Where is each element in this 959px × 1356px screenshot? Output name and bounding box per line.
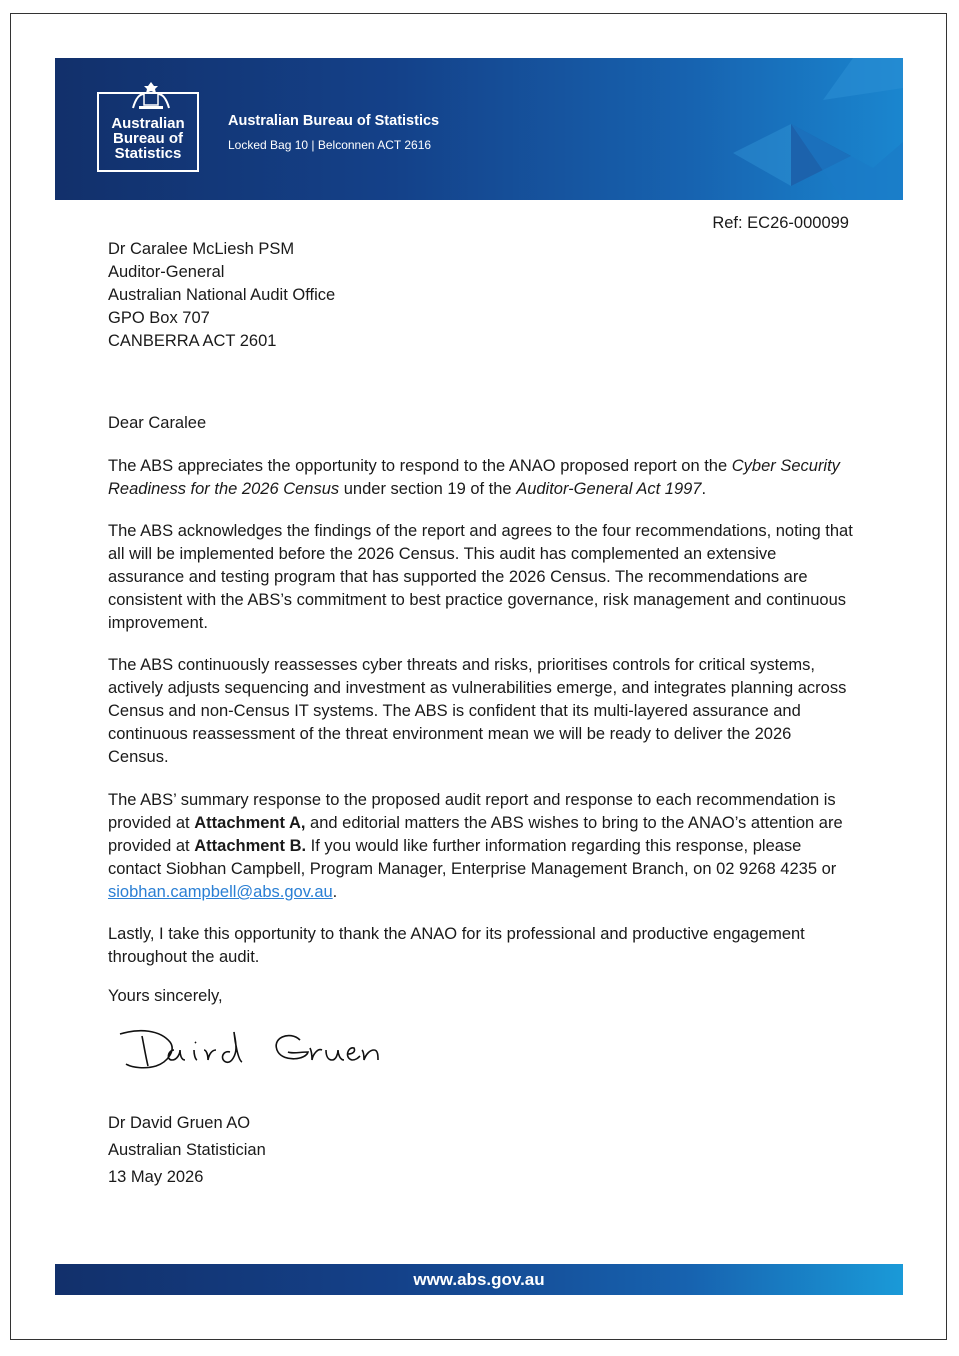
- decorative-triangles: [673, 58, 903, 200]
- p4-text-e: If you would like further information regarding this response, please contact Siobhan Campbell, Program Manager, Enterprise Management Branch, on 02 9268 4235 or: [108, 837, 837, 878]
- logo-line-2: Bureau of: [112, 130, 183, 147]
- recipient-po-box: GPO Box 707: [108, 309, 210, 327]
- p4-attachment-a: Attachment A,: [194, 814, 306, 832]
- paragraph-2: The ABS acknowledges the findings of the report and agrees to the four recommendations, noting that all will be implemented before the 2026 Census. This audit has complemented an extensive assurance and testing program that has supported the 2026 Census. The recommendations are consistent with the ABS’s commitment to best practice governance, risk management and continuous improvement.: [108, 522, 853, 632]
- recipient-title: Auditor-General: [108, 263, 225, 281]
- p1-report-title: Cyber Security Readiness for the 2026 Census: [108, 457, 840, 498]
- org-name: Australian Bureau of Statistics: [228, 113, 440, 129]
- p1-text-a: The ABS appreciates the opportunity to respond to the ANAO proposed report on the: [108, 457, 732, 475]
- handwritten-signature: [112, 1022, 402, 1078]
- p1-text-e: .: [701, 480, 707, 498]
- p4-text-f: .: [332, 883, 338, 901]
- salutation: Dear Caralee: [108, 414, 207, 432]
- letterhead-banner: [55, 58, 903, 200]
- p4-attachment-b: Attachment B.: [194, 837, 307, 855]
- logo-wordmark: [99, 116, 197, 161]
- org-address: Locked Bag 10 | Belconnen ACT 2616: [228, 138, 432, 152]
- p4-text-a: The ABS’ summary response to the proposed audit report and response to each recommendation is provided at: [108, 791, 836, 832]
- p1-text-c: under section 19 of the: [339, 480, 517, 498]
- signatory-title: Australian Statistician: [108, 1141, 266, 1159]
- paragraph-5: Lastly, I take this opportunity to thank the ANAO for its professional and productive engagement throughout the audit.: [108, 925, 805, 966]
- contact-email-link[interactable]: siobhan.campbell@abs.gov.au: [108, 883, 333, 901]
- recipient-address: [108, 238, 853, 353]
- letter-date: 13 May 2026: [108, 1168, 204, 1186]
- footer-bar: [55, 1264, 903, 1295]
- signatory-name: Dr David Gruen AO: [108, 1114, 251, 1132]
- closing: Yours sincerely,: [108, 987, 223, 1005]
- paragraph-3: The ABS continuously reassesses cyber threats and risks, prioritises controls for critical systems, actively adjusts sequencing and investment as vulnerabilities emerge, and integrates planning across Census and non-Census IT systems. The ABS is confident that its multi-layered assurance and continuous reassessment of the threat environment mean we will be ready to deliver the 2026 Census.: [108, 656, 847, 766]
- logo-line-1: Australian: [111, 115, 185, 132]
- recipient-city: CANBERRA ACT 2601: [108, 332, 277, 350]
- footer-website-url[interactable]: www.abs.gov.au: [413, 1270, 545, 1289]
- recipient-name: Dr Caralee McLiesh PSM: [108, 240, 295, 258]
- coat-of-arms-icon: [129, 80, 173, 112]
- logo-line-3: Statistics: [114, 145, 182, 162]
- reference-number: Ref: EC26-000099: [712, 214, 849, 232]
- paragraph-1: [108, 455, 853, 501]
- p1-act-title: Auditor-General Act 1997: [516, 480, 702, 498]
- abs-logo: [97, 92, 199, 172]
- p4-text-c: and editorial matters the ABS wishes to bring to the ANAO’s attention are provided at: [108, 814, 843, 855]
- recipient-organisation: Australian National Audit Office: [108, 286, 336, 304]
- paragraph-4: [108, 789, 853, 904]
- signatory-block: [108, 1110, 266, 1191]
